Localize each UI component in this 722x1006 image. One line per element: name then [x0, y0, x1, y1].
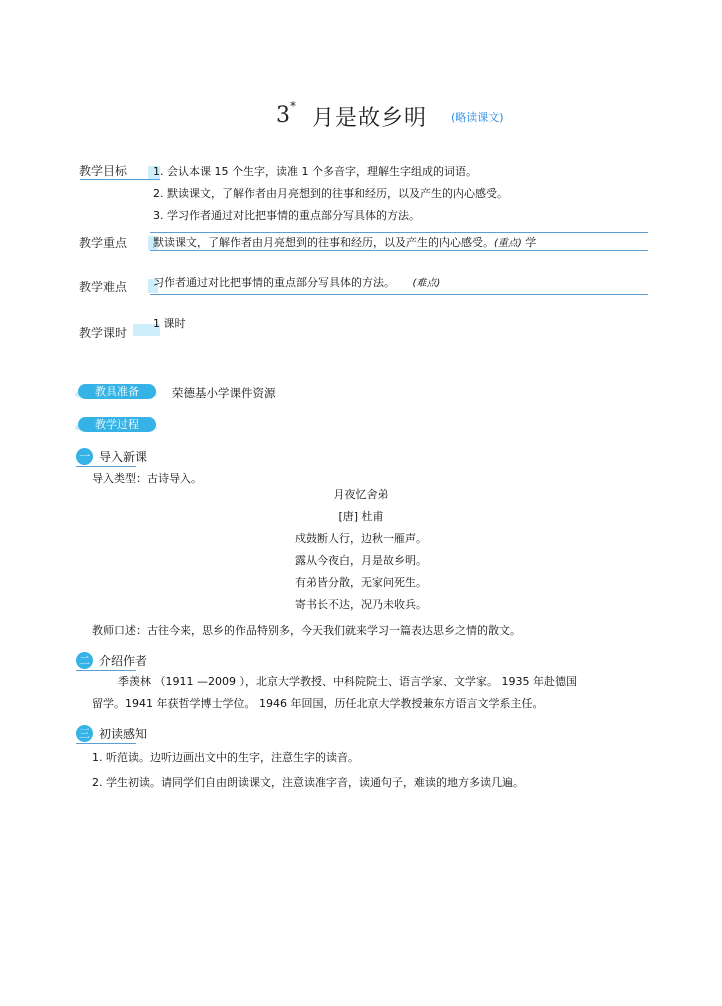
poem-line-3: 有弟皆分散，无家问死生。	[295, 576, 427, 589]
hours-label: 教学课时	[79, 326, 128, 340]
section-1-intro: 导入类型：古诗导入。	[92, 472, 202, 485]
key-text	[153, 234, 536, 250]
section-3-underline	[76, 743, 136, 744]
author-line-2: 留学。1941 年获哲学博士学位。 1946 年回国，历任北京大学教授兼东方语言文学系主任。	[92, 697, 544, 710]
section-1-underline	[76, 466, 136, 467]
teacher-speech: 教师口述：古往今来，思乡的作品特别多，今天我们就来学习一篇表达思乡之情的散文。	[92, 624, 521, 637]
difficulty-line	[150, 294, 648, 295]
key-mark: (重点)	[494, 238, 522, 249]
poem-line-2: 露从今夜白，月是故乡明。	[295, 554, 427, 567]
key-line-top	[150, 232, 648, 233]
key-tail: 学	[521, 236, 537, 249]
difficulty-label: 教学难点	[79, 280, 128, 294]
step-2: 2. 学生初读。请同学们自由朗读课文，注意读准字音，读通句子，难读的地方多读几遍。	[92, 776, 524, 789]
lesson-title: 月是故乡明	[312, 106, 428, 131]
goals-label: 教学目标	[79, 164, 128, 178]
section-3-title: 初读感知	[99, 727, 148, 741]
lesson-asterisk: *	[290, 99, 296, 113]
poem-line-1: 戍鼓断人行，边秋一雁声。	[295, 532, 427, 545]
author-line-1: 季羡林 （1911 —2009 ），北京大学教授、中科院院士、语言学家、文学家。 1935 年赴德国	[118, 675, 577, 688]
section-1-number: 一	[76, 448, 93, 465]
section-1-title: 导入新课	[99, 450, 148, 464]
difficulty-main-text: 习作者通过对比把事情的重点部分写具体的方法。	[153, 276, 395, 289]
tools-value: 荣德基小学课件资源	[172, 386, 276, 400]
process-pill: 教学过程	[78, 417, 156, 432]
difficulty-mark: (难点)	[412, 278, 441, 289]
poem-author: [唐] 杜甫	[338, 510, 384, 523]
section-2-underline	[76, 670, 136, 671]
lesson-tag: (略读课文)	[451, 111, 504, 124]
goal-item-2: 2. 默读课文，了解作者由月亮想到的往事和经历，以及产生的内心感受。	[153, 187, 508, 200]
lesson-number: 3	[276, 103, 290, 128]
step-1: 1. 听范读。边听边画出文中的生字，注意生字的读音。	[92, 751, 359, 764]
hours-value: 1 课时	[153, 317, 186, 330]
poem-title: 月夜忆舍弟	[333, 488, 389, 501]
goal-item-1: 1. 会认本课 15 个生字，读准 1 个多音字，理解生字组成的词语。	[153, 165, 477, 178]
section-3-number: 三	[76, 725, 93, 742]
poem-line-4: 寄书长不达，况乃未收兵。	[295, 598, 427, 611]
goal-item-3: 3. 学习作者通过对比把事情的重点部分写具体的方法。	[153, 209, 420, 222]
key-line-bottom	[150, 250, 648, 251]
key-main-text: 默读课文，了解作者由月亮想到的往事和经历，以及产生的内心感受。	[153, 236, 494, 249]
goals-underline	[80, 179, 160, 180]
key-label: 教学重点	[79, 236, 128, 250]
tools-pill: 教具准备	[78, 384, 156, 399]
section-2-number: 二	[76, 652, 93, 669]
difficulty-text	[153, 274, 440, 290]
section-2-title: 介绍作者	[99, 654, 148, 668]
